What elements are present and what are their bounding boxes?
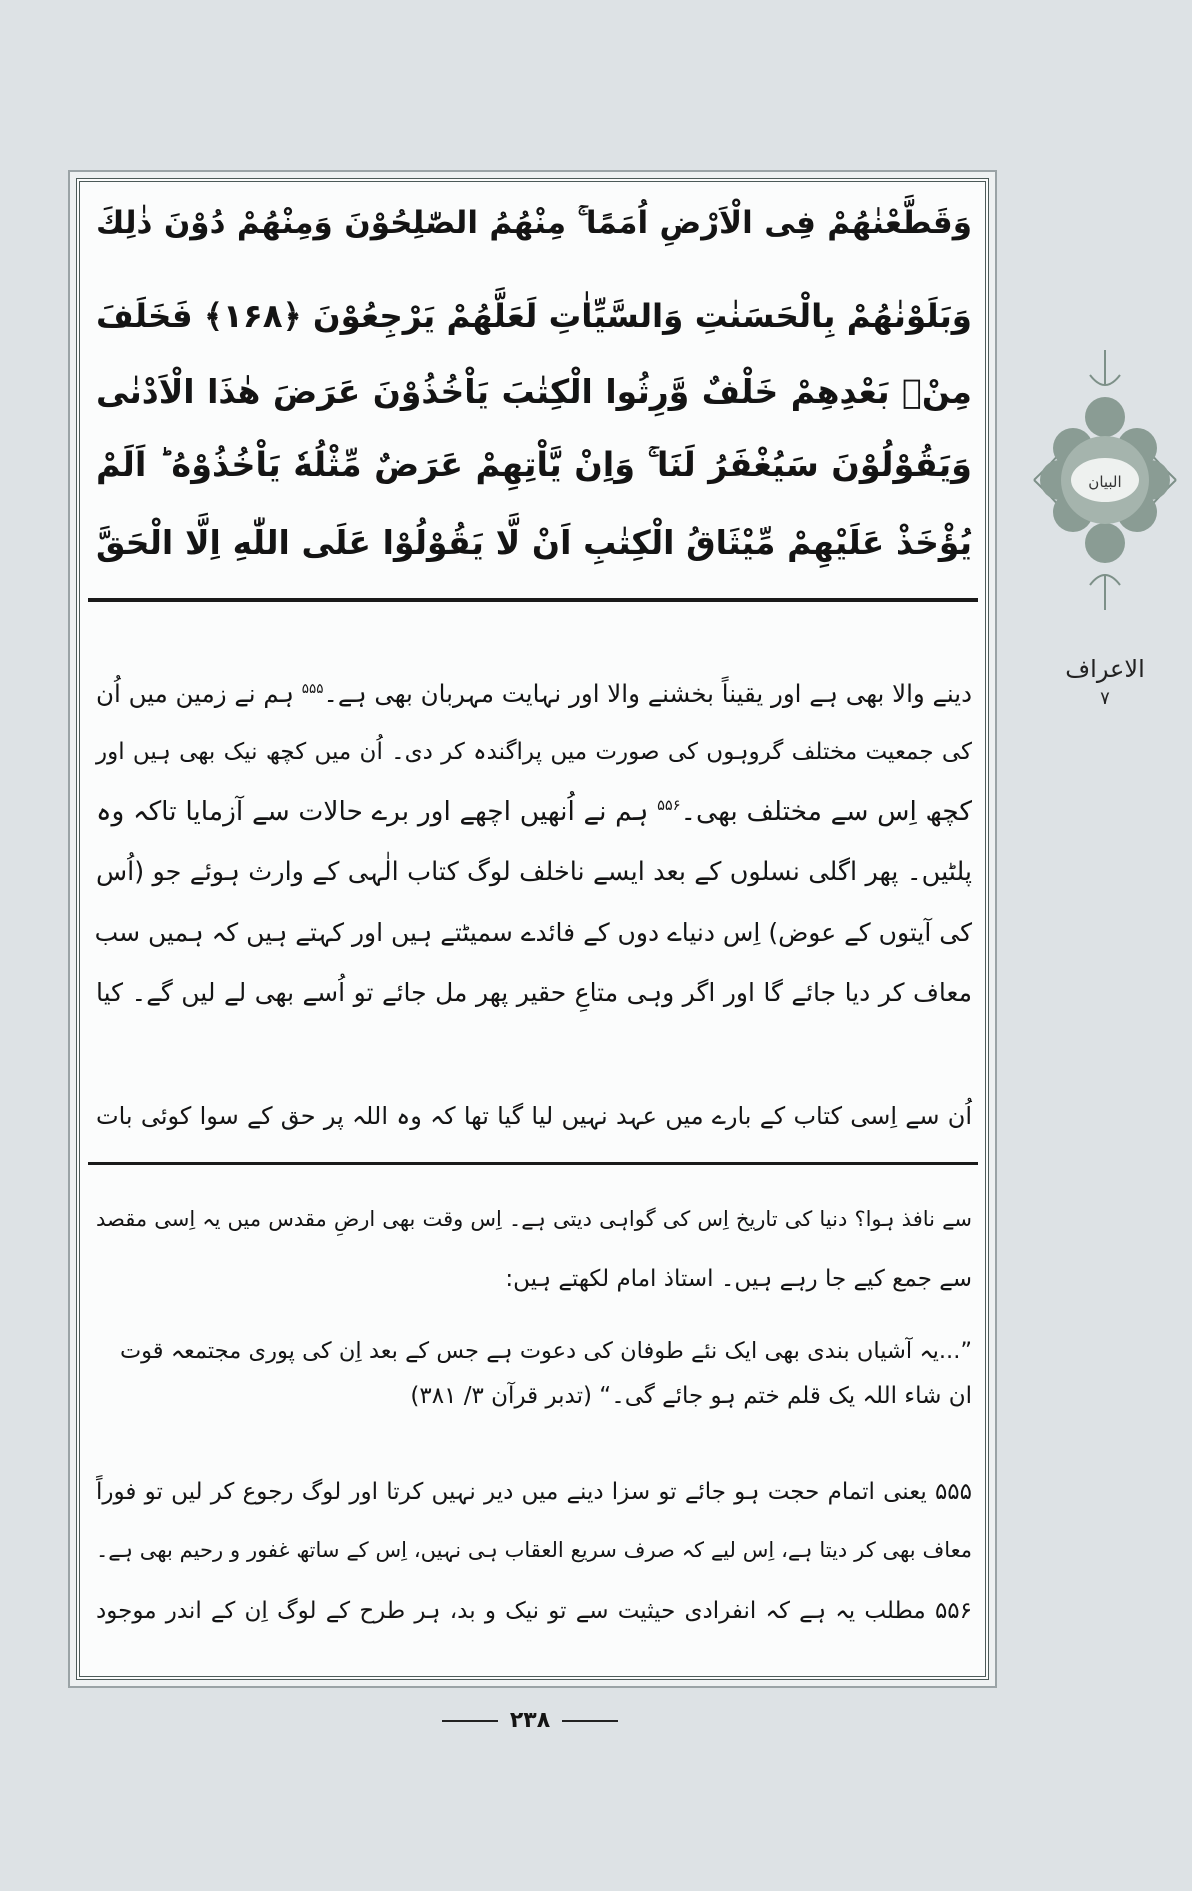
translation-line: پلٹیں۔ پھر اگلی نسلوں کے بعد ایسے ناخلف لوگ کتاب الٰہی کے وارث ہوئے جو (اُس — [96, 857, 972, 887]
footnote-marker[interactable]: ۵۵۵ — [301, 680, 324, 697]
quote-line: ان شاء اللہ یک قلم ختم ہو جائے گی۔“ (تدبر قرآن ۳/ ۳۸۱) — [410, 1383, 972, 1409]
commentary-line: سے نافذ ہوا؟ دنیا کی تاریخ اِس کی گواہی دیتی ہے۔ اِس وقت بھی ارضِ مقدس میں یہ اِسی مقصد — [96, 1207, 972, 1231]
surah-number: ۷ — [1100, 688, 1110, 709]
arabic-line: یُؤْخَذْ عَلَیْهِمْ مِّیْثَاقُ الْكِتٰبِ اَنْ لَّا یَقُوْلُوْا عَلَی اللّٰهِ اِلَّا الْحَقَّ — [96, 523, 972, 562]
footnote-555: ۵۵۵ یعنی اتمام حجت ہو جائے تو سزا دینے میں دیر نہیں کرتا اور لوگ رجوع کر لیں تو فوراً — [96, 1479, 972, 1505]
ornament-medallion-icon — [1030, 345, 1180, 615]
surah-name: الاعراف — [1065, 655, 1145, 683]
translation-line: کی آیتوں کے عوض) اِس دنیاے دوں کے فائدے سمیٹتے ہیں اور کہتے ہیں کہ ہمیں سب — [94, 918, 972, 947]
dash-right — [562, 1720, 618, 1722]
commentary-line: سے جمع کیے جا رہے ہیں۔ استاذ امام لکھتے ہیں: — [505, 1266, 972, 1292]
dash-left — [442, 1720, 498, 1722]
section-divider — [88, 1162, 978, 1165]
footnote-556: ۵۵۶ مطلب یہ ہے کہ انفرادی حیثیت سے تو نیک و بد، ہر طرح کے لوگ اِن کے اندر موجود — [96, 1598, 972, 1624]
translation-line: کی جمعیت مختلف گروہوں کی صورت میں پراگندہ کر دی۔ اُن میں کچھ نیک بھی ہیں اور — [96, 739, 972, 765]
section-divider — [88, 598, 978, 602]
translation-line: معاف کر دیا جائے گا اور اگر وہی متاعِ حقیر پھر مل جائے تو اُسے بھی لے لیں گے۔ کیا — [96, 978, 972, 1007]
footnote-555-cont: معاف بھی کر دیتا ہے، اِس لیے کہ صرف سریع العقاب ہی نہیں، اِس کے ساتھ غفور و رحیم بھی ہے۔ — [96, 1538, 972, 1562]
arabic-line: وَقَطَّعْنٰهُمْ فِی الْاَرْضِ اُمَمًا ۚ مِنْهُمُ الصّٰلِحُوْنَ وَمِنْهُمْ دُوْنَ ذٰلِكَ — [96, 205, 972, 241]
arabic-line: وَبَلَوْنٰهُمْ بِالْحَسَنٰتِ وَالسَّیِّاٰتِ لَعَلَّهُمْ یَرْجِعُوْنَ ﴿۱۶۸﴾ فَخَلَفَ — [96, 297, 972, 335]
arabic-line: وَیَقُوْلُوْنَ سَیُغْفَرُ لَنَا ۚ وَاِنْ یَّاْتِهِمْ عَرَضٌ مِّثْلُهٗ یَاْخُذُوْهُ ؕ اَلَمْ — [96, 445, 972, 484]
footnote-marker[interactable]: ۵۵۶ — [657, 797, 681, 815]
arabic-line: مِنْۢ بَعْدِهِمْ خَلْفٌ وَّرِثُوا الْكِتٰبَ یَاْخُذُوْنَ عَرَضَ هٰذَا الْاَدْنٰی — [96, 372, 972, 411]
translation-line: کچھ اِس سے مختلف بھی۔$^{۵۵۶}$ ہم نے اُنھیں اچھے اور برے حالات سے آزمایا تاکہ وہ — [96, 796, 973, 827]
translation-line: دینے والا بھی ہے اور یقیناً بخشنے والا اور نہایت مہربان بھی ہے۔$^{۵۵۵}$ ہم نے زمین میں اُن — [96, 679, 972, 708]
page-number: ۲۳۸ — [420, 1708, 640, 1733]
quote-line: ”...یہ آشیاں بندی بھی ایک نئے طوفان کی دعوت ہے جس کے بعد اِن کی پوری مجتمعہ قوت — [120, 1338, 972, 1364]
ornament-label: البیان — [1088, 473, 1122, 491]
translation-line: اُن سے اِسی کتاب کے بارے میں عہد نہیں لیا گیا تھا کہ وہ اللہ پر حق کے سوا کوئی بات — [96, 1102, 972, 1130]
